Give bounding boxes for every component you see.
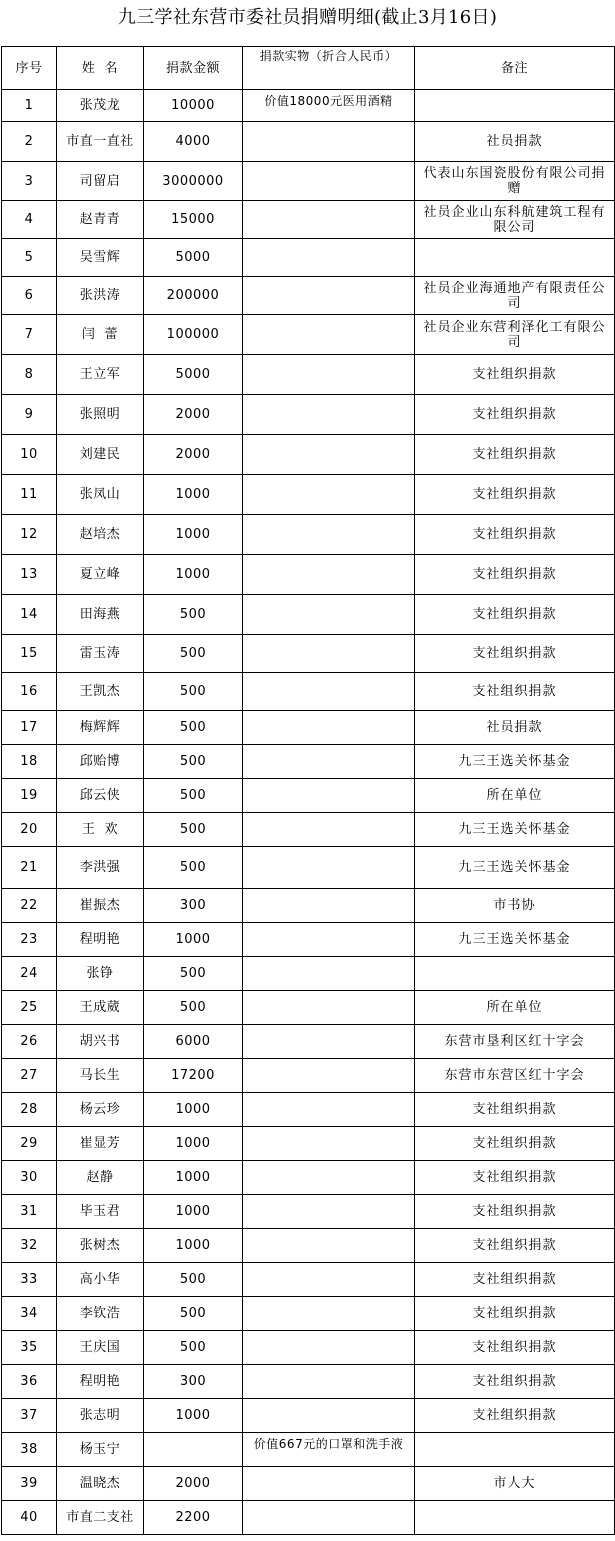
donation-amount: 1000 [144, 475, 243, 515]
donor-name: 田海燕 [57, 595, 144, 635]
row-number: 11 [2, 475, 57, 515]
donor-name: 邱云侠 [57, 779, 144, 813]
donation-amount: 1000 [144, 1161, 243, 1195]
table-row [2, 1093, 615, 1127]
table-row [2, 475, 615, 515]
table-row [2, 711, 615, 745]
remark: 所在单位 [415, 991, 615, 1025]
row-number: 20 [2, 813, 57, 847]
row-number: 1 [2, 90, 57, 122]
donated-item [243, 1195, 415, 1229]
remark: 支社组织捐款 [415, 1229, 615, 1263]
donation-amount: 1000 [144, 1093, 243, 1127]
donated-item [243, 1365, 415, 1399]
donated-item [243, 923, 415, 957]
remark: 社员捐款 [415, 711, 615, 745]
donated-item [243, 1467, 415, 1501]
remark: 代表山东国瓷股份有限公司捐赠 [415, 162, 615, 201]
row-number: 37 [2, 1399, 57, 1433]
donor-name: 张铮 [57, 957, 144, 991]
donated-item [243, 1297, 415, 1331]
donation-amount: 500 [144, 1297, 243, 1331]
table-row [2, 1059, 615, 1093]
donor-name: 崔显芳 [57, 1127, 144, 1161]
remark: 所在单位 [415, 779, 615, 813]
donated-item [243, 162, 415, 201]
row-number: 33 [2, 1263, 57, 1297]
donated-item [243, 673, 415, 711]
donated-item: 价值18000元医用酒精 [243, 90, 415, 122]
table-row [2, 1501, 615, 1535]
remark: 九三王选关怀基金 [415, 923, 615, 957]
donated-item [243, 847, 415, 889]
table-row [2, 1127, 615, 1161]
donation-amount: 5000 [144, 355, 243, 395]
remark: 支社组织捐款 [415, 595, 615, 635]
donor-name: 司留启 [57, 162, 144, 201]
table-row [2, 201, 615, 239]
donor-name: 杨云珍 [57, 1093, 144, 1127]
table-row [2, 1229, 615, 1263]
donated-item [243, 889, 415, 923]
table-row [2, 355, 615, 395]
remark [415, 957, 615, 991]
donated-item [243, 1501, 415, 1535]
row-number: 27 [2, 1059, 57, 1093]
table-row [2, 1433, 615, 1467]
row-number: 18 [2, 745, 57, 779]
donated-item [243, 1399, 415, 1433]
remark [415, 1433, 615, 1467]
remark: 支社组织捐款 [415, 635, 615, 673]
row-number: 7 [2, 315, 57, 355]
donation-amount: 1000 [144, 555, 243, 595]
remark: 支社组织捐款 [415, 1195, 615, 1229]
remark: 支社组织捐款 [415, 673, 615, 711]
header-note: 备注 [415, 47, 615, 90]
donor-name: 李钦浩 [57, 1297, 144, 1331]
row-number: 36 [2, 1365, 57, 1399]
donation-amount: 500 [144, 991, 243, 1025]
donor-name: 毕玉君 [57, 1195, 144, 1229]
table-row [2, 239, 615, 277]
remark: 支社组织捐款 [415, 1127, 615, 1161]
donation-amount: 500 [144, 745, 243, 779]
remark: 支社组织捐款 [415, 355, 615, 395]
remark [415, 1501, 615, 1535]
donated-item: 价值667元的口罩和洗手液 [243, 1433, 415, 1467]
table-row [2, 991, 615, 1025]
donation-amount: 300 [144, 1365, 243, 1399]
donor-name: 张洪涛 [57, 277, 144, 315]
row-number: 3 [2, 162, 57, 201]
row-number: 6 [2, 277, 57, 315]
table-row [2, 1025, 615, 1059]
donation-amount: 2000 [144, 435, 243, 475]
row-number: 22 [2, 889, 57, 923]
donated-item [243, 595, 415, 635]
donation-amount: 500 [144, 711, 243, 745]
remark: 市书协 [415, 889, 615, 923]
donated-item [243, 779, 415, 813]
donated-item [243, 1093, 415, 1127]
remark: 支社组织捐款 [415, 515, 615, 555]
donor-name: 王立军 [57, 355, 144, 395]
table-row [2, 635, 615, 673]
donation-amount: 4000 [144, 122, 243, 162]
donor-name: 杨玉宁 [57, 1433, 144, 1467]
donor-name: 赵青青 [57, 201, 144, 239]
donation-amount: 1000 [144, 1229, 243, 1263]
donor-name: 高小华 [57, 1263, 144, 1297]
remark: 市人大 [415, 1467, 615, 1501]
remark: 东营市垦利区红十字会 [415, 1025, 615, 1059]
header-item: 捐款实物（折合人民币） [243, 47, 415, 90]
row-number: 38 [2, 1433, 57, 1467]
row-number: 31 [2, 1195, 57, 1229]
donation-amount [144, 1433, 243, 1467]
donation-amount: 10000 [144, 90, 243, 122]
donated-item [243, 991, 415, 1025]
donation-amount: 2000 [144, 1467, 243, 1501]
donated-item [243, 635, 415, 673]
row-number: 14 [2, 595, 57, 635]
remark [415, 239, 615, 277]
table-header-row [2, 47, 615, 90]
donor-name: 王 欢 [57, 813, 144, 847]
donor-name: 张茂龙 [57, 90, 144, 122]
table-row [2, 957, 615, 991]
remark: 支社组织捐款 [415, 1161, 615, 1195]
donor-name: 李洪强 [57, 847, 144, 889]
remark: 支社组织捐款 [415, 1263, 615, 1297]
header-name: 姓 名 [57, 47, 144, 90]
row-number: 17 [2, 711, 57, 745]
row-number: 34 [2, 1297, 57, 1331]
donated-item [243, 435, 415, 475]
donation-amount: 1000 [144, 1195, 243, 1229]
row-number: 5 [2, 239, 57, 277]
donation-amount: 3000000 [144, 162, 243, 201]
donor-name: 马长生 [57, 1059, 144, 1093]
donation-table [1, 46, 615, 1535]
donor-name: 王庆国 [57, 1331, 144, 1365]
table-row [2, 813, 615, 847]
remark: 支社组织捐款 [415, 1297, 615, 1331]
table-row [2, 395, 615, 435]
remark: 支社组织捐款 [415, 435, 615, 475]
donation-amount: 1000 [144, 1127, 243, 1161]
donated-item [243, 1331, 415, 1365]
donor-name: 夏立峰 [57, 555, 144, 595]
table-row [2, 1365, 615, 1399]
row-number: 28 [2, 1093, 57, 1127]
donor-name: 邱贻博 [57, 745, 144, 779]
donor-name: 刘建民 [57, 435, 144, 475]
donation-amount: 500 [144, 1263, 243, 1297]
donor-name: 赵静 [57, 1161, 144, 1195]
table-row [2, 779, 615, 813]
donation-amount: 1000 [144, 1399, 243, 1433]
donated-item [243, 1059, 415, 1093]
remark: 支社组织捐款 [415, 1331, 615, 1365]
row-number: 16 [2, 673, 57, 711]
remark: 九三王选关怀基金 [415, 813, 615, 847]
row-number: 13 [2, 555, 57, 595]
table-row [2, 1195, 615, 1229]
donated-item [243, 277, 415, 315]
donation-amount: 500 [144, 595, 243, 635]
donated-item [243, 1161, 415, 1195]
table-row [2, 673, 615, 711]
table-row [2, 90, 615, 122]
row-number: 8 [2, 355, 57, 395]
donor-name: 赵培杰 [57, 515, 144, 555]
remark: 支社组织捐款 [415, 395, 615, 435]
table-row [2, 555, 615, 595]
donor-name: 雷玉涛 [57, 635, 144, 673]
document-title: 九三学社东营市委社员捐赠明细(截止3月16日) [117, 7, 498, 28]
row-number: 4 [2, 201, 57, 239]
table-row [2, 277, 615, 315]
header-number: 序号 [2, 47, 57, 90]
donated-item [243, 395, 415, 435]
remark: 社员企业东营利泽化工有限公司 [415, 315, 615, 355]
remark: 九三王选关怀基金 [415, 847, 615, 889]
table-row [2, 889, 615, 923]
donated-item [243, 1127, 415, 1161]
table-row [2, 515, 615, 555]
row-number: 39 [2, 1467, 57, 1501]
remark [415, 90, 615, 122]
remark: 东营市东营区红十字会 [415, 1059, 615, 1093]
row-number: 23 [2, 923, 57, 957]
table-row [2, 122, 615, 162]
donation-amount: 2200 [144, 1501, 243, 1535]
row-number: 12 [2, 515, 57, 555]
donor-name: 崔振杰 [57, 889, 144, 923]
donated-item [243, 122, 415, 162]
table-row [2, 1467, 615, 1501]
table-row [2, 1297, 615, 1331]
row-number: 30 [2, 1161, 57, 1195]
donation-amount: 500 [144, 957, 243, 991]
donated-item [243, 475, 415, 515]
table-row [2, 745, 615, 779]
donated-item [243, 711, 415, 745]
row-number: 21 [2, 847, 57, 889]
table-row [2, 1399, 615, 1433]
remark: 社员捐款 [415, 122, 615, 162]
table-row [2, 162, 615, 201]
donation-amount: 15000 [144, 201, 243, 239]
donated-item [243, 315, 415, 355]
table-row [2, 923, 615, 957]
donation-amount: 500 [144, 673, 243, 711]
donor-name: 张照明 [57, 395, 144, 435]
donor-name: 张志明 [57, 1399, 144, 1433]
donor-name: 张凤山 [57, 475, 144, 515]
donor-name: 梅辉辉 [57, 711, 144, 745]
donor-name: 王成葳 [57, 991, 144, 1025]
donor-name: 王凯杰 [57, 673, 144, 711]
table-row [2, 847, 615, 889]
donated-item [243, 555, 415, 595]
row-number: 10 [2, 435, 57, 475]
donation-amount: 500 [144, 779, 243, 813]
donation-amount: 100000 [144, 315, 243, 355]
table-row [2, 1263, 615, 1297]
donation-amount: 1000 [144, 923, 243, 957]
table-row [2, 315, 615, 355]
donor-name: 温晓杰 [57, 1467, 144, 1501]
donated-item [243, 515, 415, 555]
donation-amount: 500 [144, 635, 243, 673]
donation-amount: 5000 [144, 239, 243, 277]
header-amount: 捐款金额 [144, 47, 243, 90]
donation-amount: 500 [144, 1331, 243, 1365]
remark: 九三王选关怀基金 [415, 745, 615, 779]
row-number: 25 [2, 991, 57, 1025]
donor-name: 闫 蕾 [57, 315, 144, 355]
donation-amount: 2000 [144, 395, 243, 435]
table-row [2, 595, 615, 635]
remark: 社员企业海通地产有限责任公司 [415, 277, 615, 315]
donation-amount: 17200 [144, 1059, 243, 1093]
donation-amount: 300 [144, 889, 243, 923]
row-number: 29 [2, 1127, 57, 1161]
remark: 支社组织捐款 [415, 1399, 615, 1433]
donated-item [243, 1229, 415, 1263]
remark: 支社组织捐款 [415, 475, 615, 515]
donor-name: 市直二支社 [57, 1501, 144, 1535]
donation-amount: 200000 [144, 277, 243, 315]
donor-name: 程明艳 [57, 923, 144, 957]
row-number: 24 [2, 957, 57, 991]
donated-item [243, 813, 415, 847]
donated-item [243, 239, 415, 277]
table-row [2, 435, 615, 475]
donor-name: 胡兴书 [57, 1025, 144, 1059]
donated-item [243, 201, 415, 239]
donor-name: 市直一直社 [57, 122, 144, 162]
remark: 支社组织捐款 [415, 1093, 615, 1127]
remark: 社员企业山东科航建筑工程有限公司 [415, 201, 615, 239]
table-row [2, 1161, 615, 1195]
row-number: 2 [2, 122, 57, 162]
row-number: 35 [2, 1331, 57, 1365]
row-number: 9 [2, 395, 57, 435]
donation-amount: 6000 [144, 1025, 243, 1059]
row-number: 15 [2, 635, 57, 673]
remark: 支社组织捐款 [415, 1365, 615, 1399]
donated-item [243, 957, 415, 991]
donation-amount: 500 [144, 847, 243, 889]
table-row [2, 1331, 615, 1365]
donor-name: 张树杰 [57, 1229, 144, 1263]
donor-name: 程明艳 [57, 1365, 144, 1399]
row-number: 26 [2, 1025, 57, 1059]
remark: 支社组织捐款 [415, 555, 615, 595]
donated-item [243, 355, 415, 395]
donated-item [243, 1263, 415, 1297]
donated-item [243, 1025, 415, 1059]
row-number: 32 [2, 1229, 57, 1263]
row-number: 19 [2, 779, 57, 813]
donation-amount: 1000 [144, 515, 243, 555]
donor-name: 吴雪辉 [57, 239, 144, 277]
donated-item [243, 745, 415, 779]
row-number: 40 [2, 1501, 57, 1535]
donation-amount: 500 [144, 813, 243, 847]
